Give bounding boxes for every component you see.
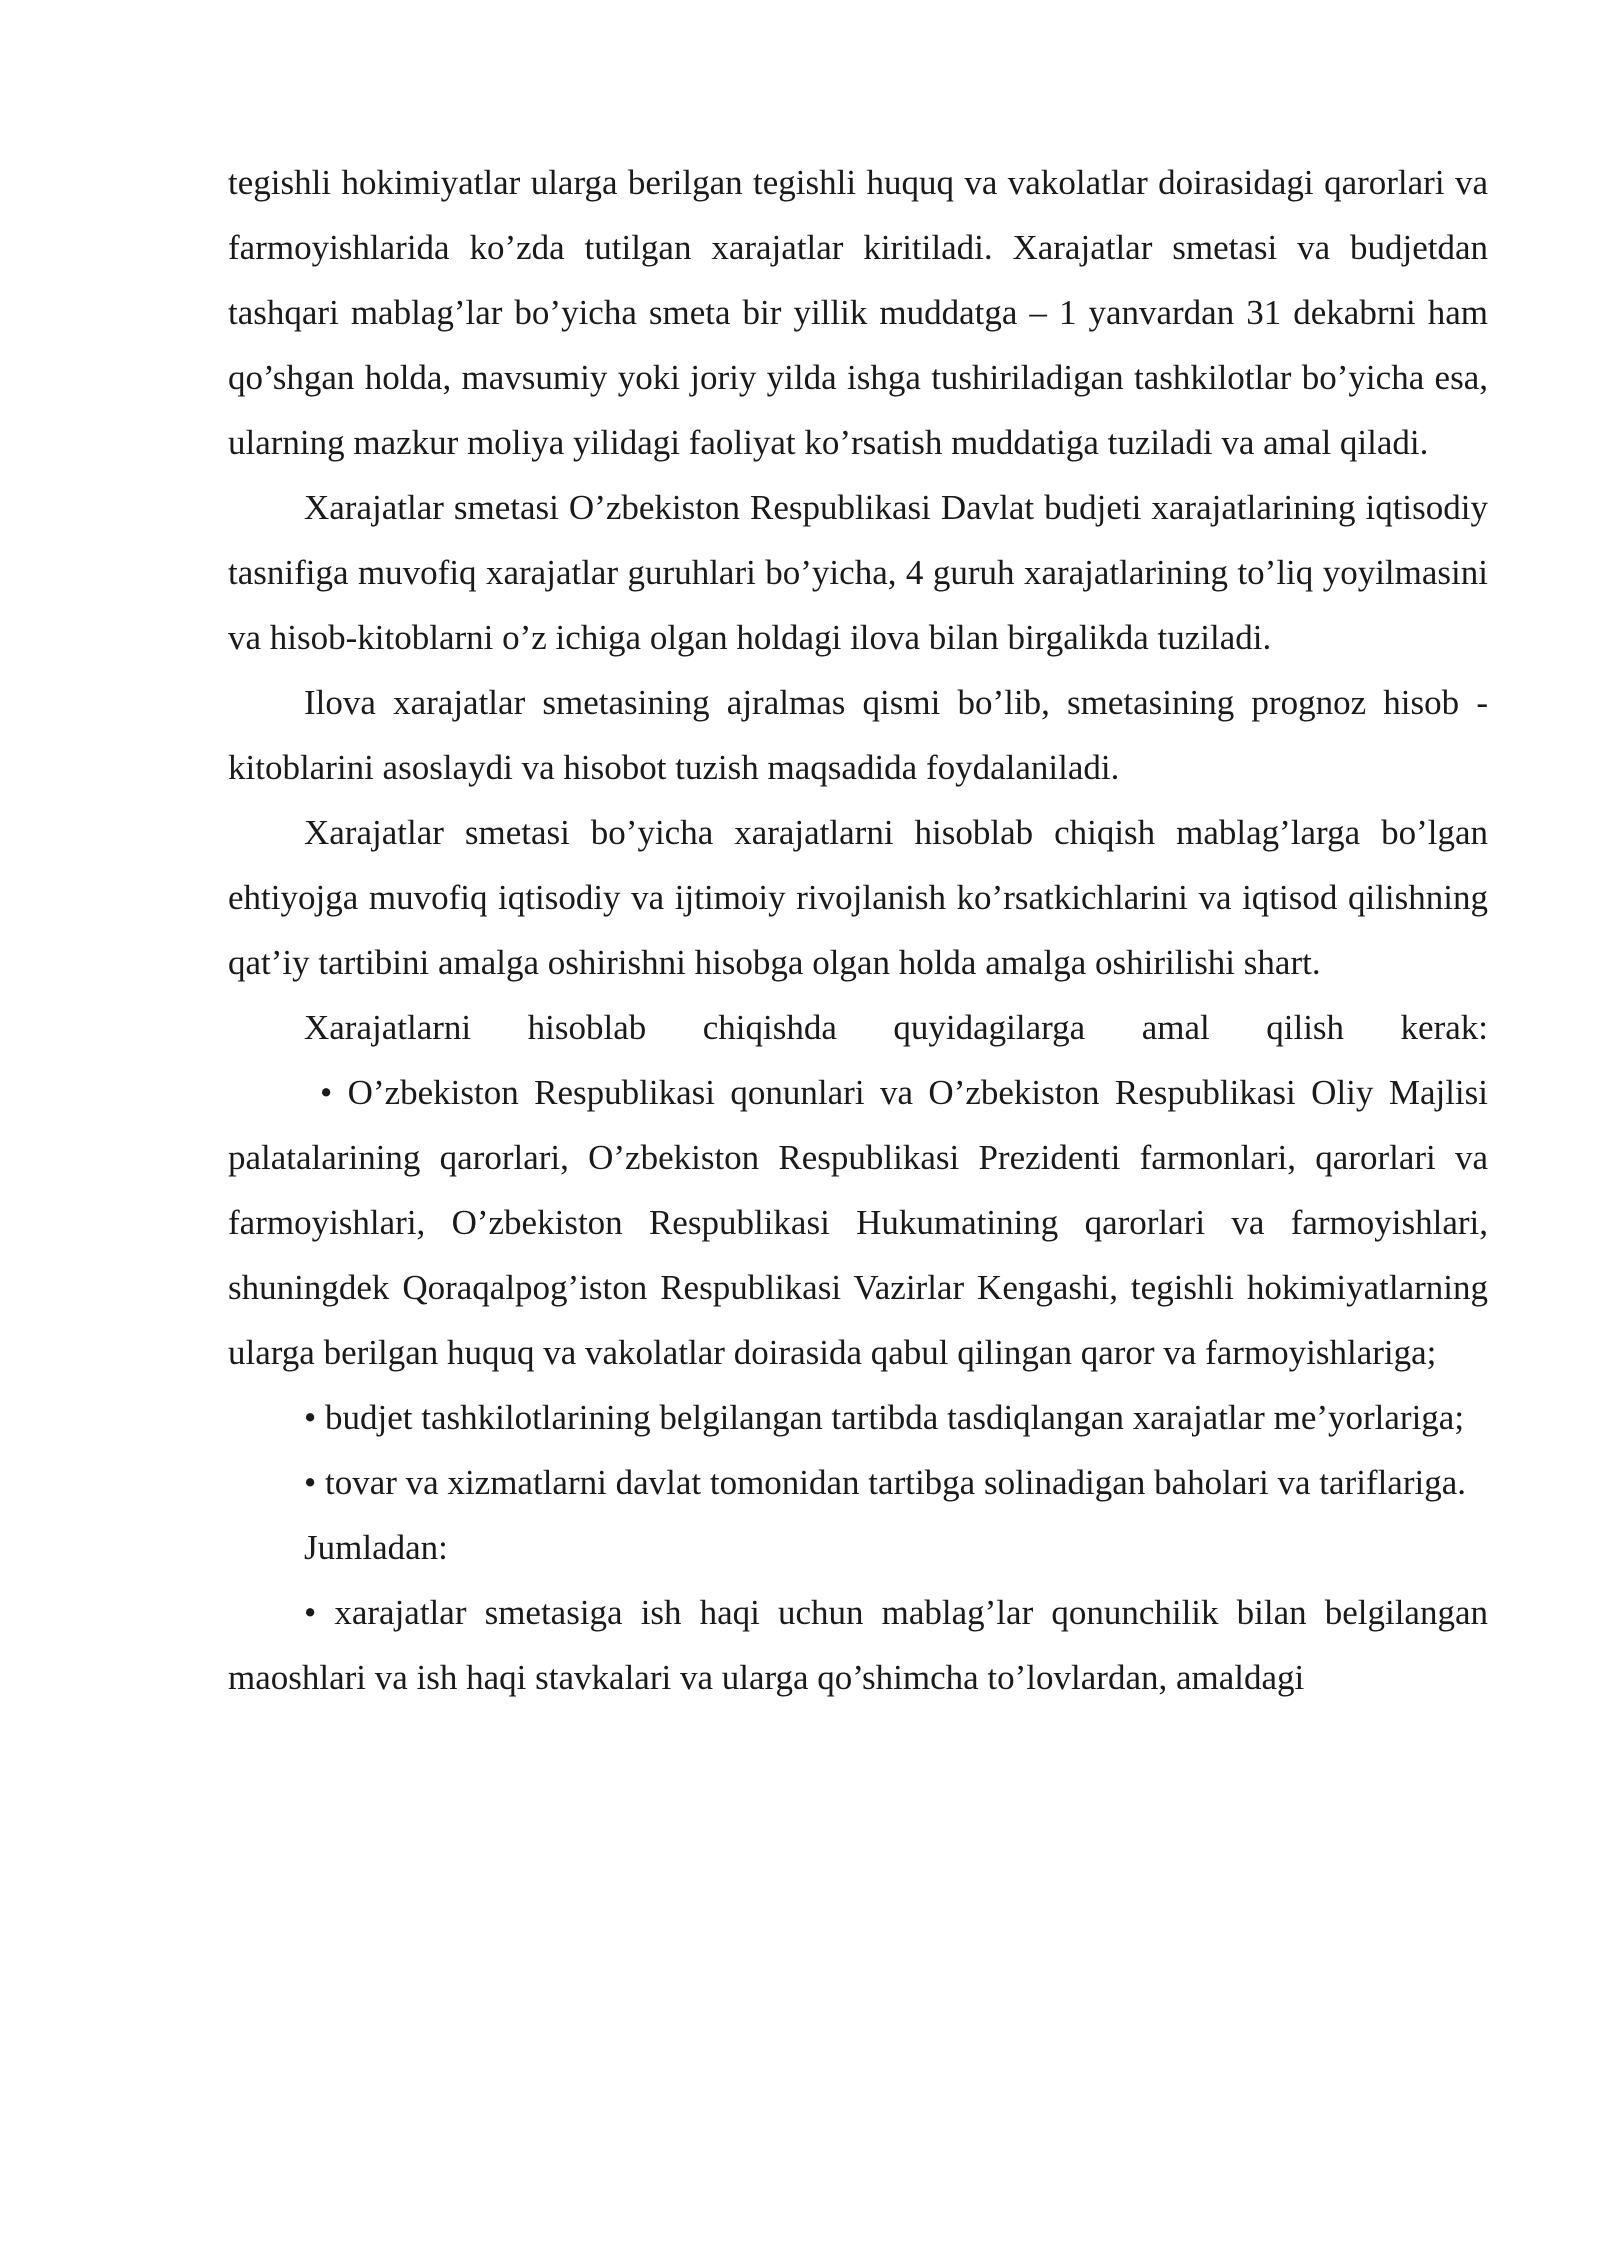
bullet-salary: • xarajatlar smetasiga ish haqi uchun mablag’lar qonunchilik bilan belgilangan maoshlari va ish haqi stavkalari va ularga qo’shimcha to’lovlardan, amaldagi <box>228 1593 1488 1697</box>
paragraph-continuation: tegishli hokimiyatlar ularga berilgan tegishli huquq va vakolatlar doirasidagi qarorlari va farmoyishlarida ko’zda tutilgan xarajatlar kiritiladi. Xarajatlar smetasi va budjetdan tashqari mablag’lar bo’yicha smeta bir yillik muddatga – 1 yanvardan 31 dekabrni ham qo’shgan holda, mavsumiy yoki joriy yilda ishga tushiriladigan tashkilotlar bo’yicha esa, ularning mazkur moliya yilidagi faoliyat ko’rsatish muddatiga tuziladi va amal qiladi. <box>228 163 1488 462</box>
paragraph-rules-intro: Xarajatlarni hisoblab chiqishda quyidagilarga amal qilish kerak: <box>304 1008 1488 1047</box>
paragraph-smeta-structure: Xarajatlar smetasi O’zbekiston Respublikasi Davlat budjeti xarajatlarining iqtisodiy tasnifiga muvofiq xarajatlar guruhlari bo’yicha, 4 guruh xarajatlarining to’liq yoyilmasini va hisob-kitoblarni o’z ichiga olgan holdagi ilova bilan birgalikda tuziladi. <box>228 488 1488 657</box>
paragraph-jumladan: Jumladan: <box>304 1528 448 1567</box>
bullet-prices: • tovar va xizmatlarni davlat tomonidan tartibga solinadigan baholari va tariflariga. <box>304 1463 1466 1502</box>
paragraph-calculation: Xarajatlar smetasi bo’yicha xarajatlarni hisoblab chiqish mablag’larga bo’lgan ehtiyojga muvofiq iqtisodiy va ijtimoiy rivojlanish ko’rsatkichlarini va iqtisod qilishning qat’iy tartibini amalga oshirishni hisobga olgan holda amalga oshirilishi shart. <box>228 813 1488 982</box>
document-page <box>228 150 1488 1710</box>
bullet-laws: • O’zbekiston Respublikasi qonunlari va O’zbekiston Respublikasi Oliy Majlisi palatalarining qarorlari, O’zbekiston Respublikasi Prezidenti farmonlari, qarorlari va farmoyishlari, O’zbekiston Respublikasi Hukumatining qarorlari va farmoyishlari, shuningdek Qoraqalpog’iston Respublikasi Vazirlar Kengashi, tegishli hokimiyatlarning ularga berilgan huquq va vakolatlar doirasida qabul qilingan qaror va farmoyishlariga; <box>228 1073 1488 1372</box>
bullet-norms: • budjet tashkilotlarining belgilangan tartibda tasdiqlangan xarajatlar me’yorlariga; <box>304 1398 1465 1437</box>
paragraph-ilova: Ilova xarajatlar smetasining ajralmas qismi bo’lib, smetasining prognoz hisob - kitoblarini asoslaydi va hisobot tuzish maqsadida foydalaniladi. <box>228 683 1488 787</box>
